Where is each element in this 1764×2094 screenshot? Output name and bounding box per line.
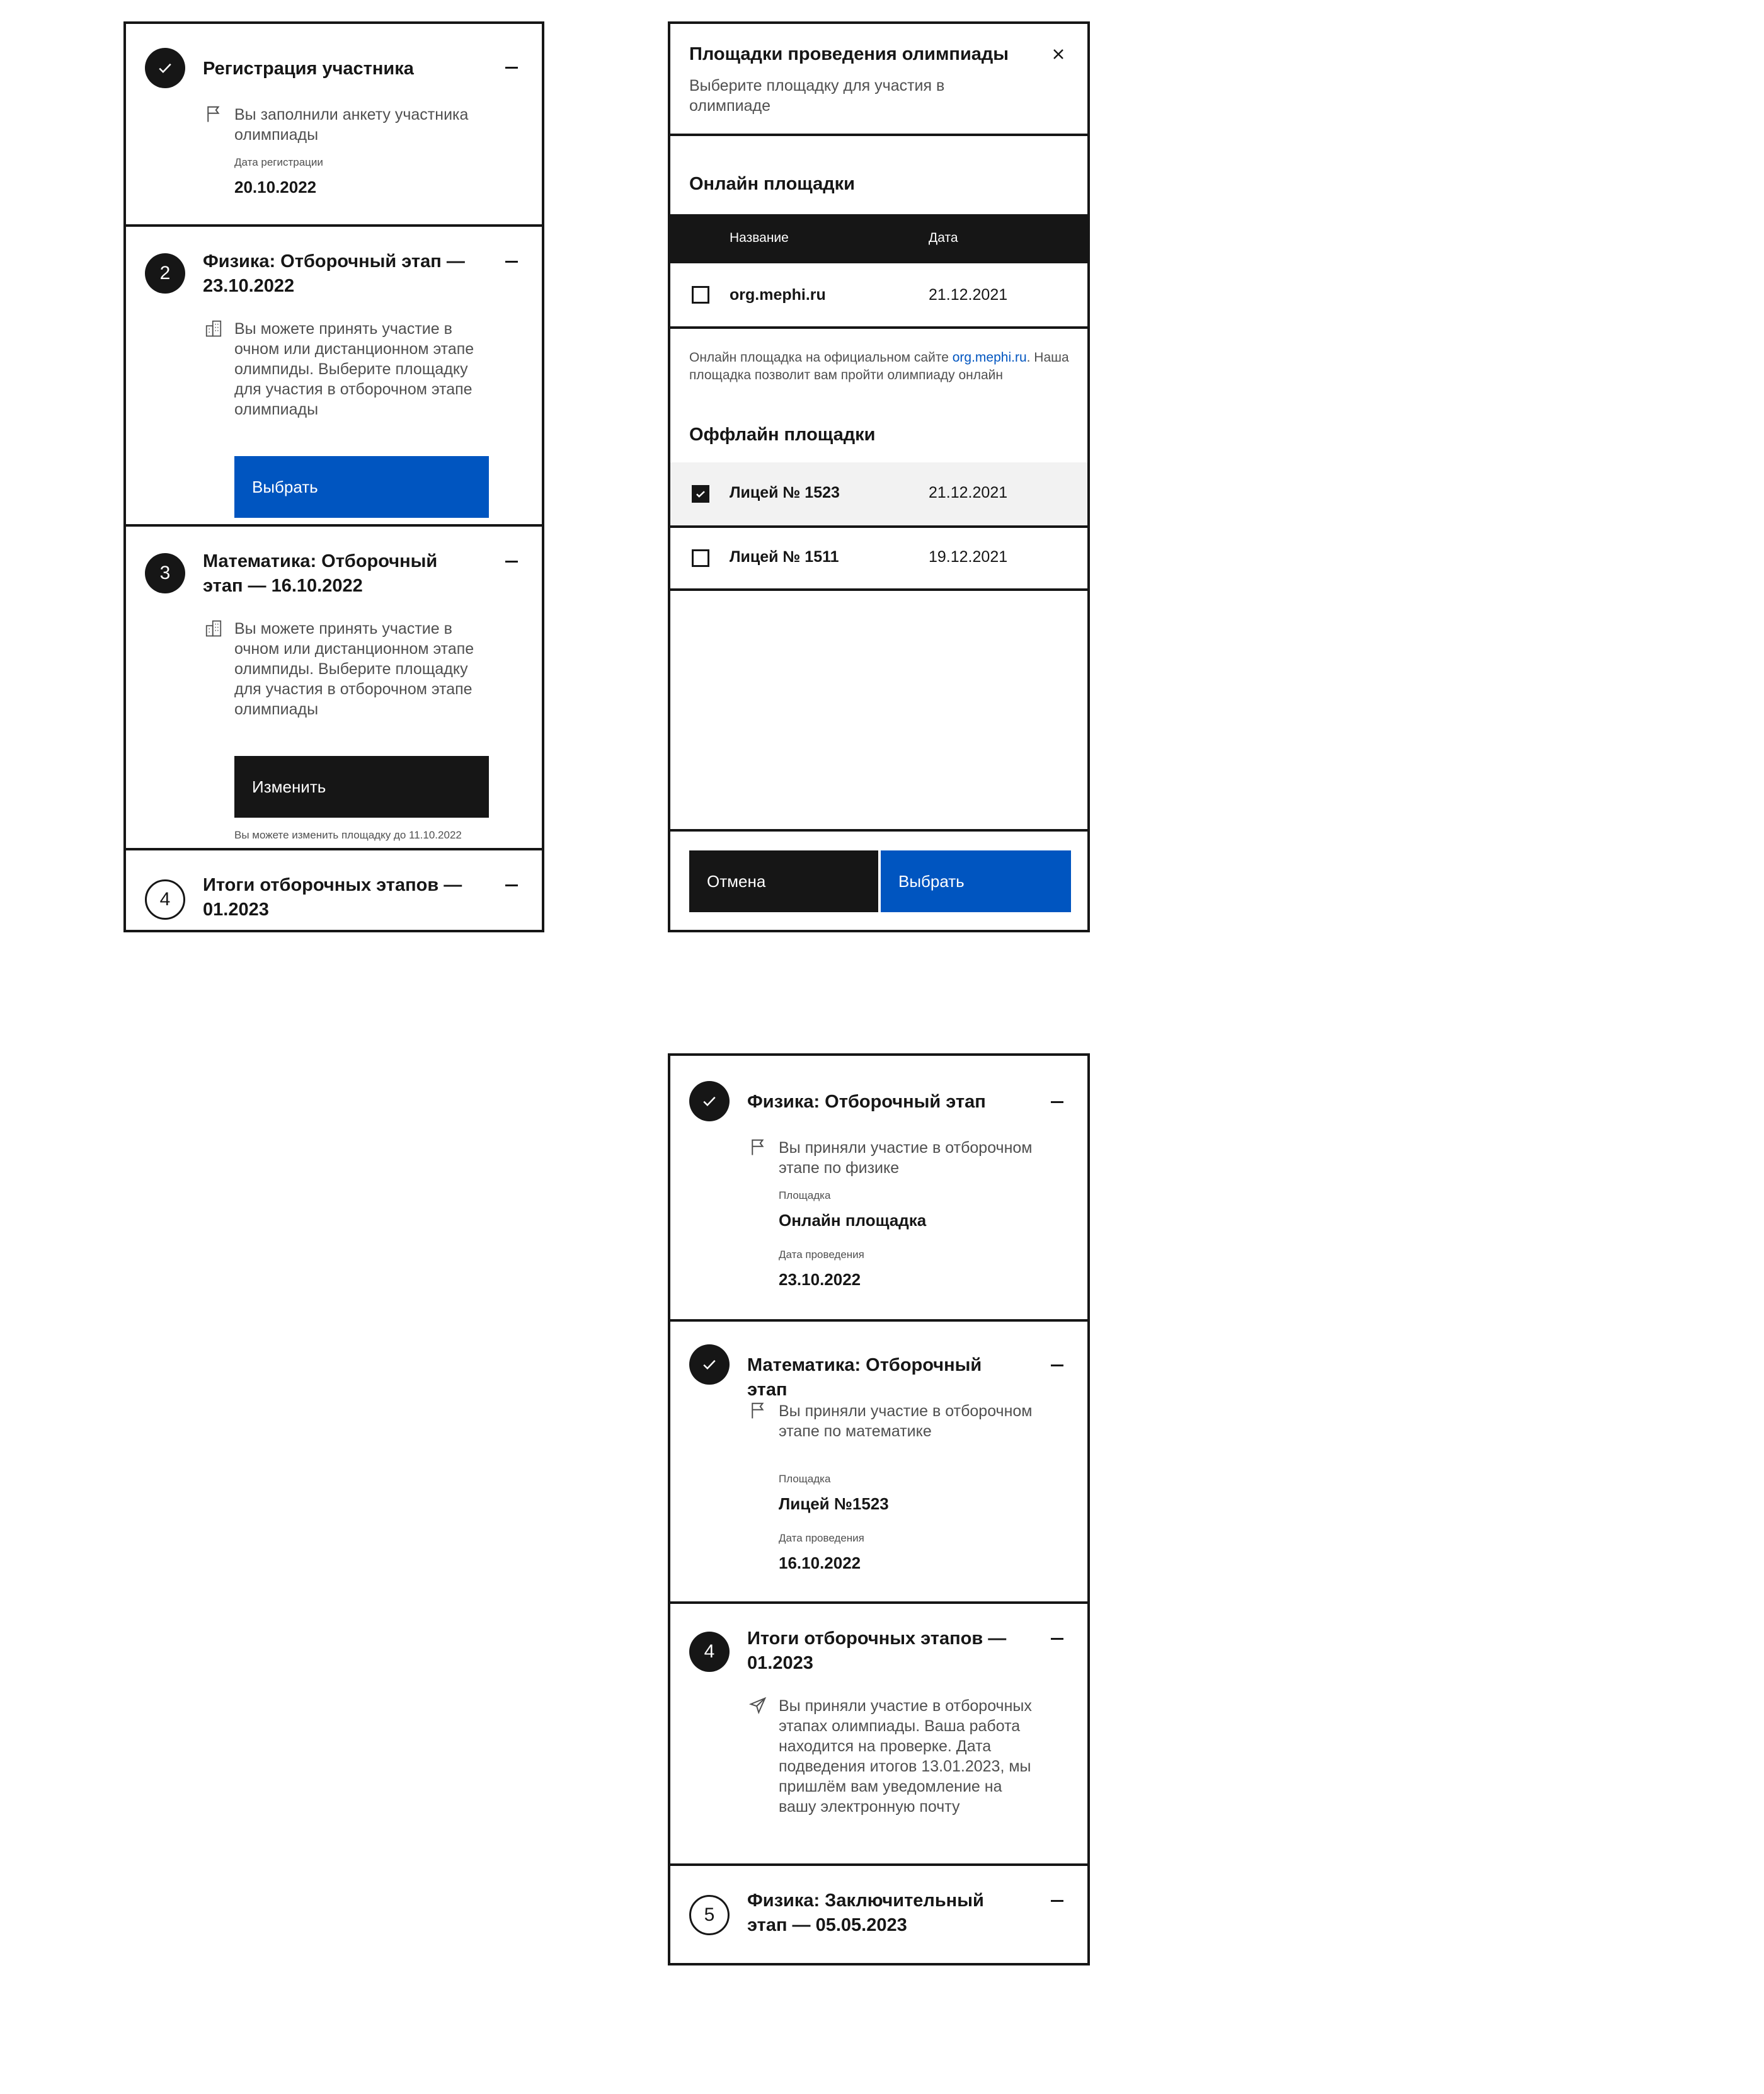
collapse-icon[interactable]	[505, 67, 518, 69]
venue-row-online[interactable]	[670, 263, 1087, 326]
result-final	[670, 1866, 1087, 1965]
send-icon	[748, 1696, 767, 1715]
venue-date: 21.12.2021	[929, 286, 1008, 304]
collapse-icon[interactable]	[505, 884, 518, 886]
venue-date: 21.12.2021	[929, 484, 1008, 501]
step-number-badge: 2	[145, 253, 185, 294]
column-date: Дата	[929, 231, 958, 245]
step-physics	[126, 227, 542, 524]
select-venue-button[interactable]: Выбрать	[234, 456, 489, 518]
step-number-badge: 5	[689, 1895, 730, 1935]
check-icon	[700, 1355, 719, 1374]
venue-value: Онлайн площадка	[779, 1211, 927, 1230]
check-icon	[700, 1092, 719, 1111]
step-number-badge: 4	[145, 879, 185, 920]
flag-icon	[748, 1401, 767, 1420]
result-physics	[670, 1056, 1087, 1319]
venue-date: 19.12.2021	[929, 548, 1008, 566]
step-description: Вы приняли участие в отборочных этапах олимпиады. Ваша работа находится на проверке. Дата подведения итогов 13.01.2023, мы пришлём вам уведомление на вашу электронную почту	[779, 1697, 1032, 1816]
online-venues-heading: Онлайн площадки	[689, 174, 855, 194]
flag-icon	[748, 1138, 767, 1157]
change-deadline-hint: Вы можете изменить площадку до 11.10.2022	[234, 829, 462, 841]
venue-label: Площадка	[779, 1473, 831, 1485]
offline-venues-heading: Оффлайн площадки	[689, 425, 876, 445]
venue-label: Площадка	[779, 1189, 831, 1201]
venue-row-offline[interactable]	[670, 462, 1087, 525]
modal-subtitle: Выберите площадку для участия в олимпиаде	[689, 77, 945, 115]
venue-modal	[668, 21, 1090, 932]
step-title: Регистрация участника	[203, 59, 414, 79]
step-complete-badge	[145, 48, 185, 88]
collapse-icon[interactable]	[505, 561, 518, 563]
date-value: 20.10.2022	[234, 178, 317, 197]
venue-name: org.mephi.ru	[730, 286, 826, 304]
step-number-badge: 3	[145, 553, 185, 593]
modal-title: Площадки проведения олимпиады	[689, 44, 1009, 64]
step-description: Вы приняли участие в отборочном этапе по физике	[779, 1139, 1033, 1177]
collapse-icon[interactable]	[1051, 1900, 1063, 1902]
step-title: Физика: Заключительный этап — 05.05.2023	[747, 1891, 984, 1935]
step-complete-badge	[689, 1081, 730, 1121]
check-icon	[695, 488, 706, 500]
building-icon	[204, 619, 223, 638]
step-title: Физика: Отборочный этап	[747, 1092, 986, 1112]
collapse-icon[interactable]	[1051, 1101, 1063, 1103]
venue-checkbox[interactable]	[692, 485, 709, 503]
date-value: 23.10.2022	[779, 1270, 861, 1289]
step-title: Математика: Отборочный этап — 16.10.2022	[203, 551, 438, 596]
step-description: Вы можете принять участие в очном или дистанционном этапе олимпиды. Выберите площадку для участия в отборочном этапе олимпиады	[234, 320, 474, 418]
step-math	[126, 527, 542, 848]
step-complete-badge	[689, 1344, 730, 1385]
date-value: 16.10.2022	[779, 1553, 861, 1572]
venue-checkbox[interactable]	[692, 549, 709, 567]
close-icon[interactable]	[1051, 47, 1066, 62]
collapse-icon[interactable]	[505, 261, 518, 263]
step-title: Итоги отборочных этапов — 01.2023	[747, 1628, 1007, 1673]
org-mephi-link[interactable]: org.mephi.ru	[952, 350, 1027, 365]
step-description: Вы можете принять участие в очном или дистанционном этапе олимпиды. Выберите площадку для участия в отборочном этапе олимпиады	[234, 620, 474, 718]
venues-table-header	[670, 214, 1087, 263]
steps-panel	[123, 21, 544, 932]
step-registration	[126, 24, 542, 224]
collapse-icon[interactable]	[1051, 1638, 1063, 1640]
result-summary	[670, 1604, 1087, 1863]
building-icon	[204, 319, 223, 338]
step-results	[126, 850, 542, 932]
venue-checkbox[interactable]	[692, 286, 709, 304]
result-math	[670, 1322, 1087, 1601]
step-title: Итоги отборочных этапов — 01.2023	[203, 875, 462, 920]
step-title: Математика: Отборочный этап	[747, 1355, 982, 1400]
cancel-button[interactable]: Отмена	[689, 850, 878, 912]
collapse-icon[interactable]	[1051, 1365, 1063, 1366]
flag-icon	[204, 105, 223, 123]
step-title: Физика: Отборочный этап — 23.10.2022	[203, 251, 465, 296]
date-label: Дата проведения	[779, 1249, 864, 1261]
change-venue-button[interactable]: Изменить	[234, 756, 489, 818]
venue-name: Лицей № 1523	[730, 484, 840, 501]
confirm-button[interactable]: Выбрать	[881, 850, 1071, 912]
step-number-badge: 4	[689, 1632, 730, 1672]
column-name: Название	[730, 231, 789, 245]
check-icon	[156, 59, 175, 77]
venue-row-offline[interactable]	[670, 528, 1087, 591]
date-label: Дата проведения	[779, 1532, 864, 1544]
venue-name: Лицей № 1511	[730, 548, 839, 566]
step-description: Вы заполнили анкету участника олимпиады	[234, 106, 469, 144]
venue-value: Лицей №1523	[779, 1494, 889, 1513]
online-venue-note: Онлайн площадка на официальном сайте org.mephi.ru. Наша площадка позволит вам пройти олимпиаду онлайн	[689, 350, 1069, 382]
step-description: Вы приняли участие в отборочном этапе по математике	[779, 1402, 1033, 1440]
date-label: Дата регистрации	[234, 156, 323, 168]
results-panel	[668, 1053, 1090, 1965]
